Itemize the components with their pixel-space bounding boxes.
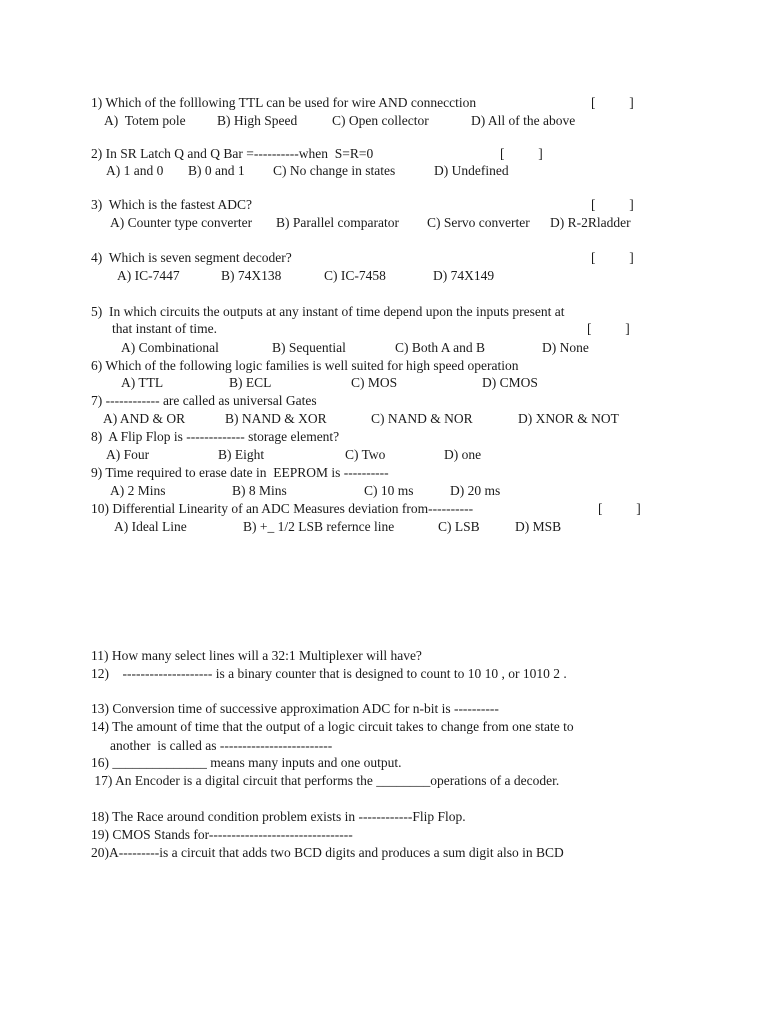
question-19-text: 19) CMOS Stands for--------------------------------: [91, 827, 353, 842]
question-10-option-a: A) Ideal Line: [114, 519, 187, 534]
question-4-answer-bracket: [ ]: [591, 250, 634, 265]
question-10-option-d: D) MSB: [515, 519, 562, 534]
question-18-text: 18) The Race around condition problem exists in ------------Flip Flop.: [91, 809, 466, 824]
question-3-option-d: D) R-2Rladder: [550, 215, 631, 230]
question-7-option-d: D) XNOR & NOT: [518, 411, 619, 426]
question-4-option-a: A) IC-7447: [117, 268, 180, 283]
question-4-option-b: B) 74X138: [221, 268, 282, 283]
question-9-option-c: C) 10 ms: [364, 483, 414, 498]
question-3-option-b: B) Parallel comparator: [276, 215, 399, 230]
question-8-option-b: B) Eight: [218, 447, 265, 462]
question-5-option-c: C) Both A and B: [395, 340, 486, 355]
question-10-option-b: B) +_ 1/2 LSB refernce line: [243, 519, 395, 534]
question-5-option-b: B) Sequential: [272, 340, 346, 355]
question-10-answer-bracket: [ ]: [598, 501, 641, 516]
question-20-text: 20)A---------is a circuit that adds two BCD digits and produces a sum digit also in BCD: [91, 845, 564, 860]
question-5-text-continued: that instant of time.: [112, 321, 217, 336]
question-9-option-a: A) 2 Mins: [110, 483, 166, 498]
question-2-option-c: C) No change in states: [273, 163, 396, 178]
question-4-option-c: C) IC-7458: [324, 268, 386, 283]
question-1-option-b: B) High Speed: [217, 113, 298, 128]
question-10-text: 10) Differential Linearity of an ADC Measures deviation from----------: [91, 501, 474, 516]
question-3-option-a: A) Counter type converter: [110, 215, 253, 230]
question-2-option-d: D) Undefined: [434, 163, 509, 178]
question-11-text: 11) How many select lines will a 32:1 Multiplexer will have?: [91, 648, 422, 663]
question-2-text: 2) In SR Latch Q and Q Bar =----------when S=R=0: [91, 146, 374, 161]
question-6-text: 6) Which of the following logic families is well suited for high speed operation: [91, 358, 519, 373]
question-6-option-d: D) CMOS: [482, 375, 538, 390]
question-3-answer-bracket: [ ]: [591, 197, 634, 212]
question-8-option-d: D) one: [444, 447, 482, 462]
question-5-text: 5) In which circuits the outputs at any instant of time depend upon the inputs present at: [91, 304, 565, 319]
question-14-text-continued: another is called as -------------------------: [110, 738, 333, 753]
question-7-option-c: C) NAND & NOR: [371, 411, 473, 426]
question-5-answer-bracket: [ ]: [587, 321, 630, 336]
question-13-text: 13) Conversion time of successive approximation ADC for n-bit is ----------: [91, 701, 499, 716]
question-1-option-a: A) Totem pole: [104, 113, 186, 128]
question-6-option-a: A) TTL: [121, 375, 164, 390]
question-7-option-a: A) AND & OR: [103, 411, 186, 426]
question-7-text: 7) ------------ are called as universal Gates: [91, 393, 317, 408]
question-2-option-a: A) 1 and 0: [106, 163, 164, 178]
question-1-option-d: D) All of the above: [471, 113, 576, 128]
question-2-answer-bracket: [ ]: [500, 146, 543, 161]
question-5-option-a: A) Combinational: [121, 340, 219, 355]
question-16-text: 16) ______________ means many inputs and one output.: [91, 755, 402, 770]
question-4-text: 4) Which is seven segment decoder?: [91, 250, 292, 265]
question-17-text: 17) An Encoder is a digital circuit that performs the ________operations of a decoder.: [91, 773, 560, 788]
question-6-option-b: B) ECL: [229, 375, 272, 390]
question-1-answer-bracket: [ ]: [591, 95, 634, 110]
question-2-option-b: B) 0 and 1: [188, 163, 245, 178]
question-7-option-b: B) NAND & XOR: [225, 411, 327, 426]
question-10-option-c: C) LSB: [438, 519, 480, 534]
question-3-option-c: C) Servo converter: [427, 215, 530, 230]
question-12-text: 12) -------------------- is a binary counter that is designed to count to 10 10 , or 1010 2 .: [91, 666, 567, 681]
question-4-option-d: D) 74X149: [433, 268, 495, 283]
question-1-text: 1) Which of the folllowing TTL can be used for wire AND connecction: [91, 95, 477, 110]
question-8-option-a: A) Four: [106, 447, 150, 462]
question-8-option-c: C) Two: [345, 447, 386, 462]
question-6-option-c: C) MOS: [351, 375, 398, 390]
question-14-text: 14) The amount of time that the output of a logic circuit takes to change from one state to: [91, 719, 574, 734]
question-3-text: 3) Which is the fastest ADC?: [91, 197, 252, 212]
question-5-option-d: D) None: [542, 340, 589, 355]
question-9-option-b: B) 8 Mins: [232, 483, 287, 498]
question-9-text: 9) Time required to erase date in EEPROM is ----------: [91, 465, 389, 480]
question-8-text: 8) A Flip Flop is ------------- storage element?: [91, 429, 340, 444]
question-1-option-c: C) Open collector: [332, 113, 429, 128]
question-9-option-d: D) 20 ms: [450, 483, 501, 498]
